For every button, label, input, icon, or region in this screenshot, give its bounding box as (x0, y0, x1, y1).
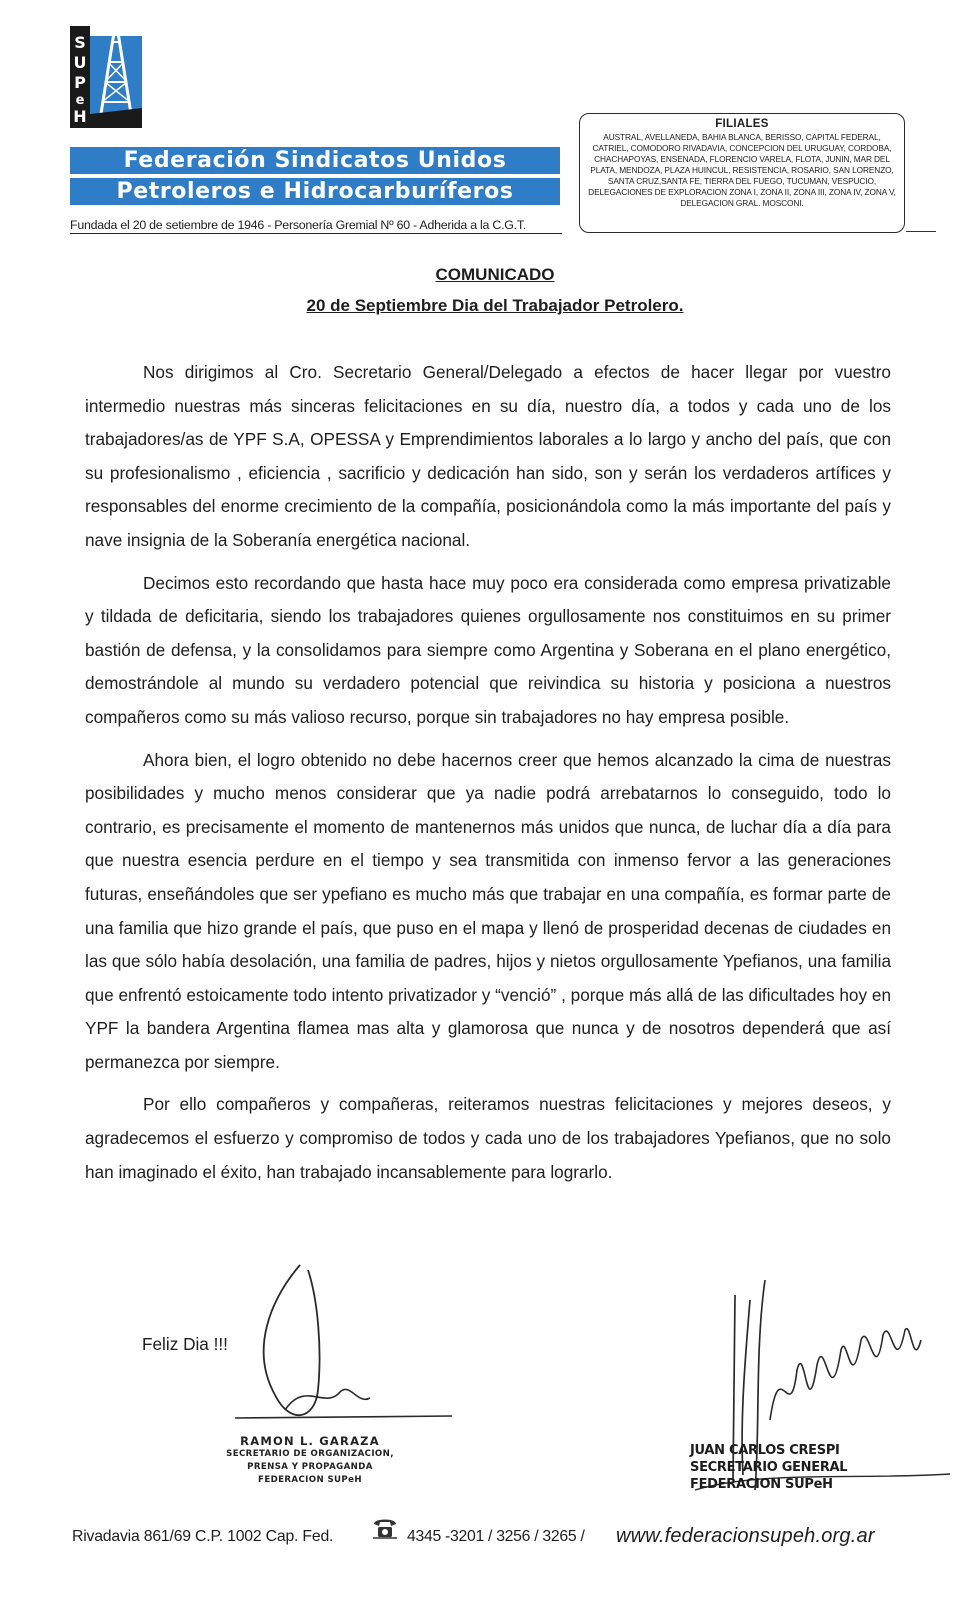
document-title: COMUNICADO (435, 265, 555, 284)
footer-address: Rivadavia 861/69 C.P. 1002 Cap. Fed. (72, 1528, 334, 1545)
document-subtitle: 20 de Septiembre Dia del Trabajador Petrolero. (306, 296, 684, 315)
signature-block-left (205, 1434, 415, 1487)
handwritten-signature-left (230, 1260, 460, 1430)
svg-text:U: U (73, 53, 87, 72)
signer-name-left: RAMON L. GARAZA (240, 1434, 380, 1448)
svg-text:P: P (74, 73, 86, 92)
signature-block-right (690, 1442, 880, 1493)
federation-name-line1: Federación Sindicatos Unidos (70, 147, 560, 174)
signer-role-left-1: SECRETARIO DE ORGANIZACION, (226, 1449, 394, 1459)
paragraph-3: Ahora bien, el logro obtenido no debe hacernos creer que hemos alcanzado la cima de nuestras posibilidades y mucho menos considerar que ya nadie podrá arrebatarnos lo conseguido, todo lo contrario, es precisamente el momento de mantenernos más unidos que nunca, de luchar día a día para que nuestra esencia perdure en el tiempo y sea transmitida con inmenso fervor a las generaciones futuras, enseñándoles que ser ypefiano es mucho más que trabajar en una compañía, es formar parte de una familia que hizo grande el país, que puso en el mapa y llenó de prosperidad decenas de ciudades en las que sólo había desolación, una familia de padres, hijos y nietos orgullosamente Ypefianos, una familia que enfrentó estoicamente todo intento privatizador y “venció” , porque más allá de las dificultades hoy en YPF la bandera Argentina flamea mas alta y glamorosa que nunca y de nosotros dependerá que así permanezca por siempre. (85, 749, 891, 1072)
signer-role-right-2: FEDERACION SUPeH (690, 1477, 833, 1492)
closing-greeting: Feliz Dia !!! (142, 1334, 228, 1354)
paragraph-1: Nos dirigimos al Cro. Secretario General/Delegado a efectos de hacer llegar por vuestro intermedio nuestras más sinceras felicitaciones en su día, nuestro día, a todos y cada uno de los trabajadores/as de YPF S.A, OPESSA y Emprendimientos laborales a lo largo y ancho del país, que con su profesionalismo , eficiencia , sacrificio y dedicación han sido, son y serán los verdaderos artífices y responsables del enorme crecimiento de la compañía, posicionándola como la más importante del país y nave insignia de la Soberanía energética nacional. (85, 362, 891, 550)
filiales-list: AUSTRAL, AVELLANEDA, BAHIA BLANCA, BERISSO, CAPITAL FEDERAL, CATRIEL, COMODORO RIVADAVIA, CONCEPCION DEL URUGUAY, CORDOBA, CHACHAPOYAS, ENSENADA, FLORENCIO VARELA, FLOTA, JUNIN, MAR DEL PLATA, MENDOZA, PLAZA HUINCUL, RESISTENCIA, ROSARIO, SAN LORENZO, SANTA CRUZ,SANTA FE, TIERRA DEL FUEGO, TUCUMAN, VESPUCIO, DELEGACIONES DE EXPLORACION ZONA I, ZONA II, ZONA III, ZONA IV, ZONA V, DELEGACION GRAL. MOSCONI. (588, 132, 896, 208)
footer-website: www.federacionsupeh.org.ar (616, 1525, 875, 1547)
signer-name-right: JUAN CARLOS CRESPI (690, 1443, 840, 1458)
document-body (85, 356, 891, 1198)
signer-role-left-2: PRENSA Y PROPAGANDA (247, 1462, 373, 1472)
filiales-divider (906, 231, 936, 232)
filiales-title: FILIALES (715, 118, 769, 130)
signer-role-right-1: SECRETARIO GENERAL (690, 1460, 848, 1475)
paragraph-4: Por ello compañeros y compañeras, reiteramos nuestras felicitaciones y mejores deseos, y agradecemos el esfuerzo y compromiso de todos y cada uno de los trabajadores Ypefianos, que no solo han imaginado el éxito, han trabajado incansablemente para lograrlo. (85, 1094, 891, 1182)
filiales-box (579, 113, 905, 233)
svg-text:H: H (73, 107, 87, 126)
footer-phones: 4345 -3201 / 3256 / 3265 / (407, 1528, 585, 1545)
founded-line: Fundada el 20 de setiembre de 1946 - Personería Gremial Nº 60 - Adherida a la C.G.T. (70, 218, 562, 234)
svg-text:e: e (75, 93, 85, 108)
signer-role-left-3: FEDERACION SUPeH (258, 1475, 362, 1485)
telephone-icon (372, 1516, 398, 1540)
federation-name-line2: Petroleros e Hidrocarburíferos (70, 178, 560, 205)
supeh-logo (70, 18, 142, 130)
svg-text:S: S (74, 33, 86, 52)
paragraph-2: Decimos esto recordando que hasta hace muy poco era considerada como empresa privatizable y tildada de deficitaria, siendo los trabajadores quienes orgullosamente nos constituimos en su primer bastión de defensa, y la consolidamos para siempre como Argentina y Soberana en el plano energético, demostrándole al mundo su verdadero potencial que reivindica su historia y posiciona a nuestros compañeros como su más valioso recurso, porque sin trabajadores no hay empresa posible. (85, 572, 891, 727)
